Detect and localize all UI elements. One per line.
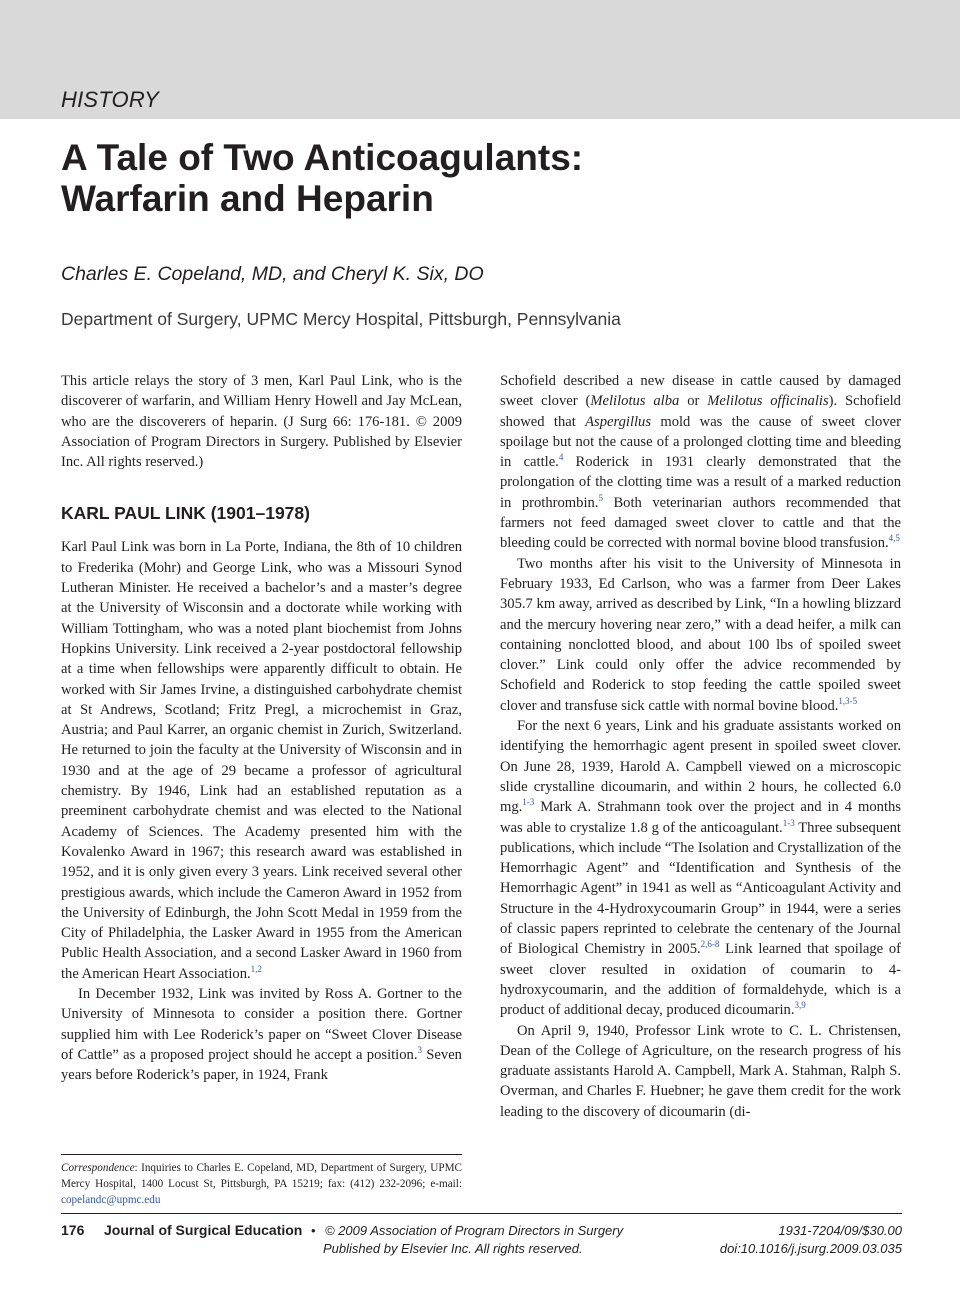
issn: 1931-7204/09/$30.00 xyxy=(778,1223,902,1238)
title-line-1: A Tale of Two Anticoagulants: xyxy=(61,137,584,178)
abstract: This article relays the story of 3 men, Karl Paul Link, who is the discoverer of warfarin, and William Henry Howell and Jay McLean, who are the discoverers of heparin. (J Surg 66: 176-181. © 2009 Association of Program Directors in Surgery. Published by Elsevier Inc. All rights reserved.) xyxy=(61,373,462,471)
body-paragraph xyxy=(500,716,901,1020)
journal-name: Journal of Surgical Education xyxy=(104,1222,303,1238)
footnote-label: Correspondence xyxy=(61,1162,135,1174)
paragraph-text: Two months after his visit to the University of Minnesota in February 1933, Ed Carlson, who was a farmer from Deer Lakes 305.7 km away, arrived as described by Link, “In a howling blizzard and the mercury hovering near zero,” with a dead heifer, a milk can containing nonclotted blood, and about 100 lbs of spoiled sweet clover.” Link could only offer the advice recommended by Schofield and Roderick to stop feeding the cattle spoiled sweet clover and transfuse sick cattle with normal bovine blood. xyxy=(500,555,901,714)
affiliation: Department of Surgery, UPMC Mercy Hospital, Pittsburgh, Pennsylvania xyxy=(61,309,621,329)
copyright-line: © 2009 Association of Program Directors in Surgery xyxy=(325,1223,624,1238)
paragraph-text: Roderick in 1931 clearly demonstrated that the prolongation of the clotting time was a result of a marked reduction in prothrombin. xyxy=(500,454,901,511)
paragraph-text: Karl Paul Link was born in La Porte, Indiana, the 8th of 10 children to Frederika (Mohr) and George Link, who was a Missouri Synod Lutheran Minister. He received a bachelor’s and a master’s degree at the University of Wisconsin and a doctorate while working with William Tottingham, who was a noted plant biochemist from Johns Hopkins University. Link received a 2-year postdoctoral fellowship at a time when fellowships were apparently difficult to obtain. He worked with Sir James Irvine, a distinguished carbohydrate chemist at St Andrews, Scotland; Fritz Pregl, a microchemist in Graz, Austria; and Paul Karrer, an organic chemist in Zurich, Switzerland. He returned to join the faculty at the University of Wisconsin and in 1930 and at the age of 29 became a professor of agricultural chemistry. By 1946, Link had an established reputation as a preeminent carbohydrate chemist and was elected to the National Academy of Sciences. The Academy presented him with the Kovalenko Award in 1967; this research award was established in 1952, and it is only given every 3 years. Link received several other prestigious awards, which include the Cameron Award in 1952 from the University of Edinburgh, the John Scott Medal in 1959 from the City of Philadelphia, the Lasker Award in 1955 from the American Public Health Association, and a second Lasker Award in 1960 from the American Heart Association. xyxy=(61,539,462,982)
doi-link[interactable]: doi:10.1016/j.jsurg.2009.03.035 xyxy=(719,1241,902,1256)
citation-link[interactable]: 1-3 xyxy=(782,817,795,828)
citation-link[interactable]: 1-3 xyxy=(522,797,535,808)
citation-link[interactable]: 5 xyxy=(598,492,603,503)
correspondence-footnote xyxy=(61,1160,462,1208)
paragraph-text: Link learned that spoilage of sweet clover resulted in oxidation of coumarin to 4-hydroxycoumarin, and the addition of formaldehyde, which is a product of additional decay, produced dicoumarin. xyxy=(500,941,901,1019)
citation-link[interactable]: 2,6-8 xyxy=(700,939,720,950)
paragraph-text: On April 9, 1940, Professor Link wrote to C. L. Christensen, Dean of the College of Agriculture, on the research progress of his graduate assistants Harold A. Campbell, Mark A. Stahman, Ralph S. Overman, and Charles F. Huebner; he gave them credit for the work leading to the discovery of dicoumarin (di- xyxy=(500,1022,901,1120)
paragraph-text: or xyxy=(679,393,708,410)
paragraph-text: Seven years before Roderick’s paper, in 1924, Frank xyxy=(61,1046,462,1084)
bullet-separator: • xyxy=(311,1223,316,1238)
publisher-line: Published by Elsevier Inc. All rights reserved. xyxy=(323,1241,583,1256)
citation-link[interactable]: 4,5 xyxy=(888,533,900,544)
paragraph-text: mold was the cause of sweet clover spoilage but not the cause of a prolonged clotting time and bleeding in cattle. xyxy=(500,413,901,471)
page-number: 176 xyxy=(61,1222,85,1238)
paragraph-text: Both veterinarian authors recommended that farmers not feed damaged sweet clover to cattle and that the bleeding could be corrected with normal bovine blood transfusion. xyxy=(500,494,901,552)
paragraph-text: Mark A. Strahmann took over the project and in 4 months was able to crystalize 1.8 g of the anticoagulant. xyxy=(500,799,901,836)
right-column xyxy=(500,371,901,1122)
article-title xyxy=(61,137,583,219)
species-name: Melilotus alba xyxy=(590,393,680,410)
email-link[interactable]: copelandc@upmc.edu xyxy=(61,1194,161,1206)
paragraph-text: In December 1932, Link was invited by Ross A. Gortner to the University of Minnesota to consider a position there. Gortner supplied him with Lee Roderick’s paper on “Sweet Clover Disease of Cattle” as a proposed project should he accept a position. xyxy=(61,986,462,1063)
footnote-text: : Inquiries to Charles E. Copeland, MD, Department of Surgery, UPMC Mercy Hospital, 1400 Locust St, Pittsburgh, PA 15219; fax: (412) 232-2096; e-mail: xyxy=(61,1162,462,1190)
title-line-2: Warfarin and Heparin xyxy=(61,178,434,219)
genus-name: Aspergillus xyxy=(585,413,652,430)
body-paragraph xyxy=(61,984,462,1085)
body-paragraph xyxy=(500,554,901,716)
citation-link[interactable]: 3,9 xyxy=(794,1000,806,1011)
section-label: HISTORY xyxy=(61,87,159,112)
citation-link[interactable]: 1,3-5 xyxy=(838,695,858,706)
paragraph-text: Schofield described a new disease in cattle caused by damaged sweet clover ( xyxy=(500,373,901,410)
species-name: Melilotus officinalis xyxy=(707,393,829,410)
paragraph-text: ). Schofield showed that xyxy=(500,393,901,430)
paragraph-text: For the next 6 years, Link and his graduate assistants worked on identifying the hemorrhagic agent present in spoiled sweet clover. On June 28, 1939, Harold A. Campbell viewed on a microscopic slide crystalline dicoumarin, and within 2 hours, he collected 6.0 mg. xyxy=(500,718,901,816)
paragraph-text: Three subsequent publications, which include “The Isolation and Crystallization of the Hemorrhagic Agent” and “Identification and Synthesis of the Hemorrhagic Agent” in 1941 as well as “Anticoagulant Activity and Structure in the 4-Hydroxycoumarin Group” in 1944, were a series of classic papers reprinted to celebrate the centenary of the Journal of Biological Chemistry in 2005. xyxy=(500,819,901,958)
footer-divider xyxy=(61,1213,902,1214)
section-heading: KARL PAUL LINK (1901–1978) xyxy=(61,503,310,524)
citation-link[interactable]: 3 xyxy=(417,1045,422,1056)
body-paragraph xyxy=(61,537,462,984)
citation-link[interactable]: 1,2 xyxy=(250,963,262,974)
left-column xyxy=(61,371,462,1086)
body-paragraph xyxy=(500,1021,901,1122)
body-paragraph xyxy=(500,371,901,554)
citation-link[interactable]: 4 xyxy=(558,452,564,463)
page-footer xyxy=(61,1222,902,1258)
footnote-divider xyxy=(61,1154,462,1155)
author-list: Charles E. Copeland, MD, and Cheryl K. Six, DO xyxy=(61,263,484,285)
